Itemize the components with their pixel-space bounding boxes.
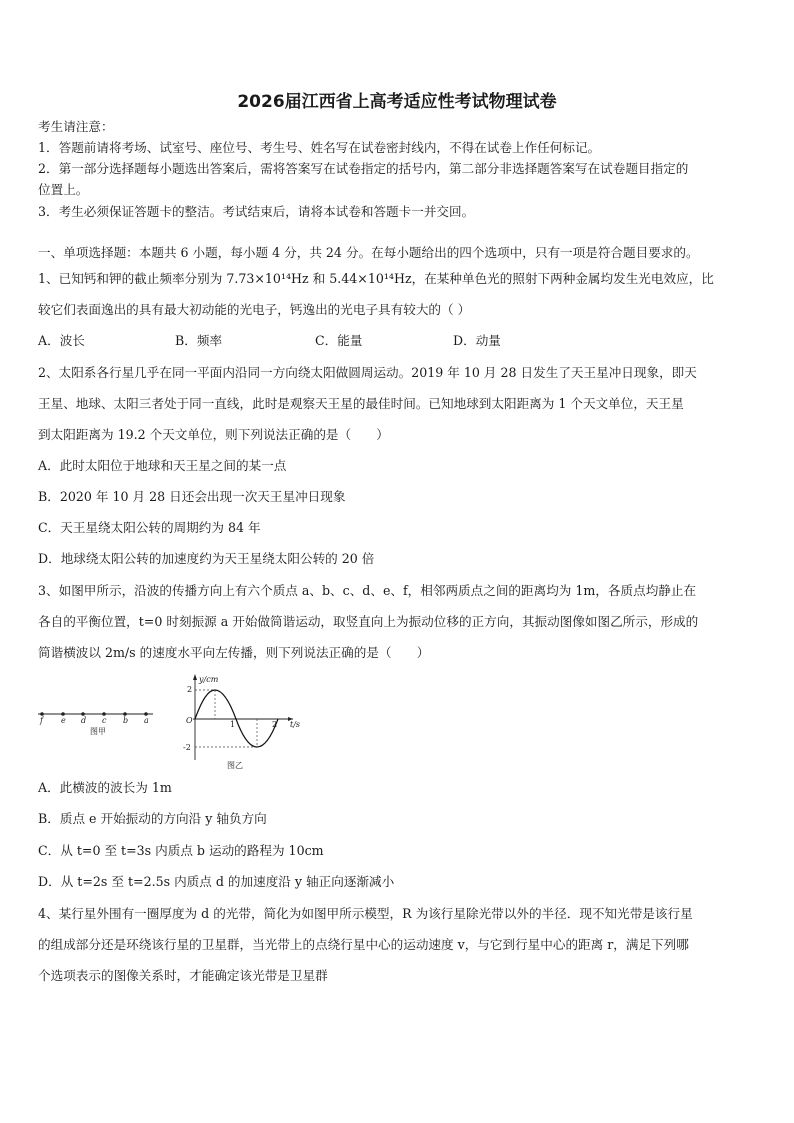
svg-text:b: b <box>123 716 129 725</box>
y-axis-label: y/cm <box>199 675 219 684</box>
fig-a-caption: 图甲 <box>90 727 106 736</box>
notice-item-1: 1．答题前请将考场、试室号、座位号、考生号、姓名写在试卷密封线内，不得在试卷上作任何标记。 <box>38 140 601 155</box>
q3-option-c: C．从 t=0 至 t=3s 内质点 b 运动的路程为 10cm <box>38 843 324 858</box>
origin-label: O <box>186 716 193 725</box>
notice-item-2-cont: 位置上。 <box>38 182 89 197</box>
q1-option-c: C．能量 <box>315 333 363 348</box>
t-axis-label: t/s <box>290 720 301 729</box>
svg-text:f: f <box>40 716 43 725</box>
section-heading: 一、单项选择题：本题共 6 小题，每小题 4 分，共 24 分。在每小题给出的四个选项中，只有一项是符合题目要求的。 <box>38 245 699 260</box>
q3-option-a: A．此横波的波长为 1m <box>38 780 172 795</box>
notice-item-3: 3．考生必须保证答题卡的整洁。考试结束后，请将本试卷和答题卡一并交回。 <box>38 204 475 219</box>
q1-option-a: A．波长 <box>38 333 85 348</box>
notice-item-2: 2．第一部分选择题每小题选出答案后，需将答案写在试卷指定的括号内，第二部分非选择题答案写在试卷题目指定的 <box>38 161 689 176</box>
page-title: 2026届江西省上高考适应性考试物理试卷 <box>237 92 557 112</box>
sine-curve <box>195 690 278 747</box>
q1-line-1: 1、已知钙和钾的截止频率分别为 7.73×10¹⁴Hz 和 5.44×10¹⁴Hz，在某种单色光的照射下两种金属均发生光电效应，比 <box>38 271 714 286</box>
q3-line-3: 简谐横波以 2m/s 的速度水平向左传播，则下列说法正确的是（ ） <box>38 645 430 660</box>
q2-line-2: 王星、地球、太阳三者处于同一直线，此时是观察天王星的最佳时间。已知地球到太阳距离为 1 个天文单位，天王星 <box>38 396 684 411</box>
y-tick-neg2: -2 <box>183 743 191 752</box>
q2-option-c: C．天王星绕太阳公转的周期约为 84 年 <box>38 520 261 535</box>
q4-line-3: 个选项表示的图像关系时，才能确定该光带是卫星群 <box>38 968 328 983</box>
svg-text:d: d <box>81 716 87 725</box>
y-tick-2: 2 <box>187 685 193 694</box>
q3-figure <box>35 672 325 772</box>
q3-option-b: B．质点 e 开始振动的方向沿 y 轴负方向 <box>38 811 267 826</box>
y-axis-arrow <box>193 674 197 680</box>
q3-option-d: D．从 t=2s 至 t=2.5s 内质点 d 的加速度沿 y 轴正向逐渐减小 <box>38 874 395 889</box>
q3-line-1: 3、如图甲所示，沿波的传播方向上有六个质点 a、b、c、d、e、f，相邻两质点之间的距离均为 1m，各质点均静止在 <box>38 583 697 598</box>
t-tick-2: 2 <box>272 720 278 729</box>
q2-line-1: 2、太阳系各行星几乎在同一平面内沿同一方向绕太阳做圆周运动。2019 年 10 月 28 日发生了天王星冲日现象，即天 <box>38 365 697 380</box>
q2-option-b: B．2020 年 10 月 28 日还会出现一次天王星冲日现象 <box>38 489 346 504</box>
q2-option-d: D．地球绕太阳公转的加速度约为天王星绕太阳公转的 20 倍 <box>38 551 375 566</box>
q4-line-2: 的组成部分还是环绕该行星的卫星群，当光带上的点绕行星中心的运动速度 v，与它到行星中心的距离 r，满足下列哪 <box>38 937 689 952</box>
notice-heading: 考生请注意： <box>38 119 114 134</box>
fig-b-caption: 图乙 <box>227 761 243 770</box>
svg-text:c: c <box>102 716 107 725</box>
q4-line-1: 4、某行星外围有一圈厚度为 d 的光带，简化为如图甲所示模型，R 为该行星除光带以外的半径．现不知光带是该行星 <box>38 906 693 921</box>
vibration-graph <box>183 674 300 760</box>
q2-line-3: 到太阳距离为 19.2 个天文单位，则下列说法正确的是（ ） <box>38 427 389 442</box>
q3-figure-svg <box>35 672 325 772</box>
t-tick-1: 1 <box>230 720 236 729</box>
svg-text:a: a <box>144 716 149 725</box>
q1-line-2: 较它们表面逸出的具有最大初动能的光电子，钙逸出的光电子具有较大的（ ） <box>38 302 471 317</box>
q1-options <box>38 332 758 350</box>
q2-option-a: A．此时太阳位于地球和天王星之间的某一点 <box>38 458 287 473</box>
q1-option-b: B．频率 <box>175 333 223 348</box>
svg-text:e: e <box>61 716 66 725</box>
q3-line-2: 各自的平衡位置，t=0 时刻振源 a 开始做简谐运动，取竖直向上为振动位移的正方向，其振动图像如图乙所示，形成的 <box>38 614 699 629</box>
q1-option-d: D．动量 <box>453 333 501 348</box>
